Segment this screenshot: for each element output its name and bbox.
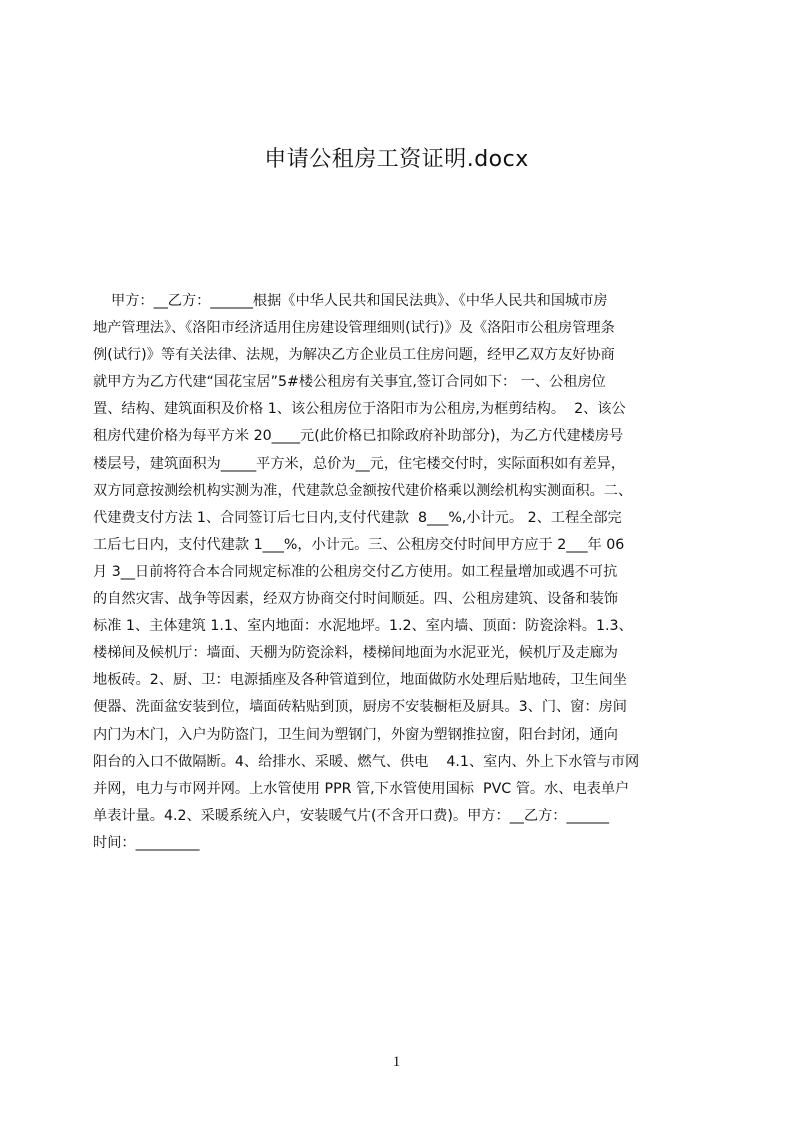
body-line: 的自然灾害、战争等因素，经双方协商交付时间顺延。四、公租房建筑、设备和装饰	[93, 591, 618, 608]
body-line: 楼梯间及候机厅：墙面、天棚为防瓷涂料，楼梯间地面为水泥亚光，候机厅及走廊为	[93, 645, 618, 662]
body-line: 置、结构、建筑面积及价格 1、该公租房位于洛阳市为公租房,为框剪结构。 2、该公	[93, 401, 626, 418]
body-line: 地板砖。2、厨、卫：电源插座及各种管道到位，地面做防水处理后贴地砖，卫生间坐	[93, 672, 627, 689]
body-line: 双方同意按测绘机构实测为准，代建款总金额按代建价格乘以测绘机构实测面积。二、	[93, 482, 633, 499]
page-number: 1	[392, 1054, 401, 1070]
body-line: 就甲方为乙方代建“国花宝居”5#楼公租房有关事宜,签订合同如下： 一、公租房位	[93, 374, 606, 391]
body-line: 时间：_________	[93, 834, 200, 851]
body-line: 地产管理法》、《洛阳市经济适用住房建设管理细则(试行)》及《洛阳市公租房管理条	[93, 320, 615, 337]
body-line: 月 3__日前将符合本合同规定标准的公租房交付乙方使用。如工程量增加或遇不可抗	[93, 563, 618, 580]
body-line: 并网，电力与市网并网。上水管使用 PPR 管,下水管使用国标 PVC 管。水、电表单户	[93, 780, 630, 797]
body-line: 代建费支付方法 1、合同签订后七日内,支付代建款 8___%,小计元。 2、工程全部完	[93, 509, 622, 526]
body-line: 便器、洗面盆安装到位，墙面砖粘贴到顶，厨房不安装橱柜及厨具。3、门、窗：房间	[93, 699, 627, 716]
body-line: 楼层号，建筑面积为_____平方米，总价为__元，住宅楼交付时，实际面积如有差异，	[93, 455, 626, 472]
body-line: 内门为木门，入户为防盗门，卫生间为塑钢门，外窗为塑钢推拉窗，阳台封闭，通向	[93, 726, 618, 743]
body-line: 单表计量。4.2、采暖系统入户，安装暖气片(不含开口费)。甲方：__乙方：______	[93, 807, 610, 824]
body-line: 甲方：__乙方：______根据《中华人民共和国民法典》、《中华人民共和国城市房	[93, 293, 608, 309]
body-line: 标准 1、主体建筑 1.1、室内地面：水泥地坪。1.2、室内墙、顶面：防瓷涂料。1.3、	[93, 618, 633, 635]
document-body	[93, 288, 697, 857]
document-title: 申请公租房工资证明.docx	[264, 147, 529, 172]
body-line: 例(试行)》等有关法律、法规，为解决乙方企业员工住房问题，经甲乙双方友好协商	[93, 347, 615, 364]
body-line: 工后七日内，支付代建款 1___%，小计元。三、公租房交付时间甲方应于 2___年 06	[93, 536, 625, 553]
body-line: 租房代建价格为每平方米 20____元(此价格已扣除政府补助部分)，为乙方代建楼房号	[93, 428, 624, 445]
body-line: 阳台的入口不做隔断。4、给排水、采暖、燃气、供电 4.1、室内、外上下水管与市网	[93, 753, 640, 770]
